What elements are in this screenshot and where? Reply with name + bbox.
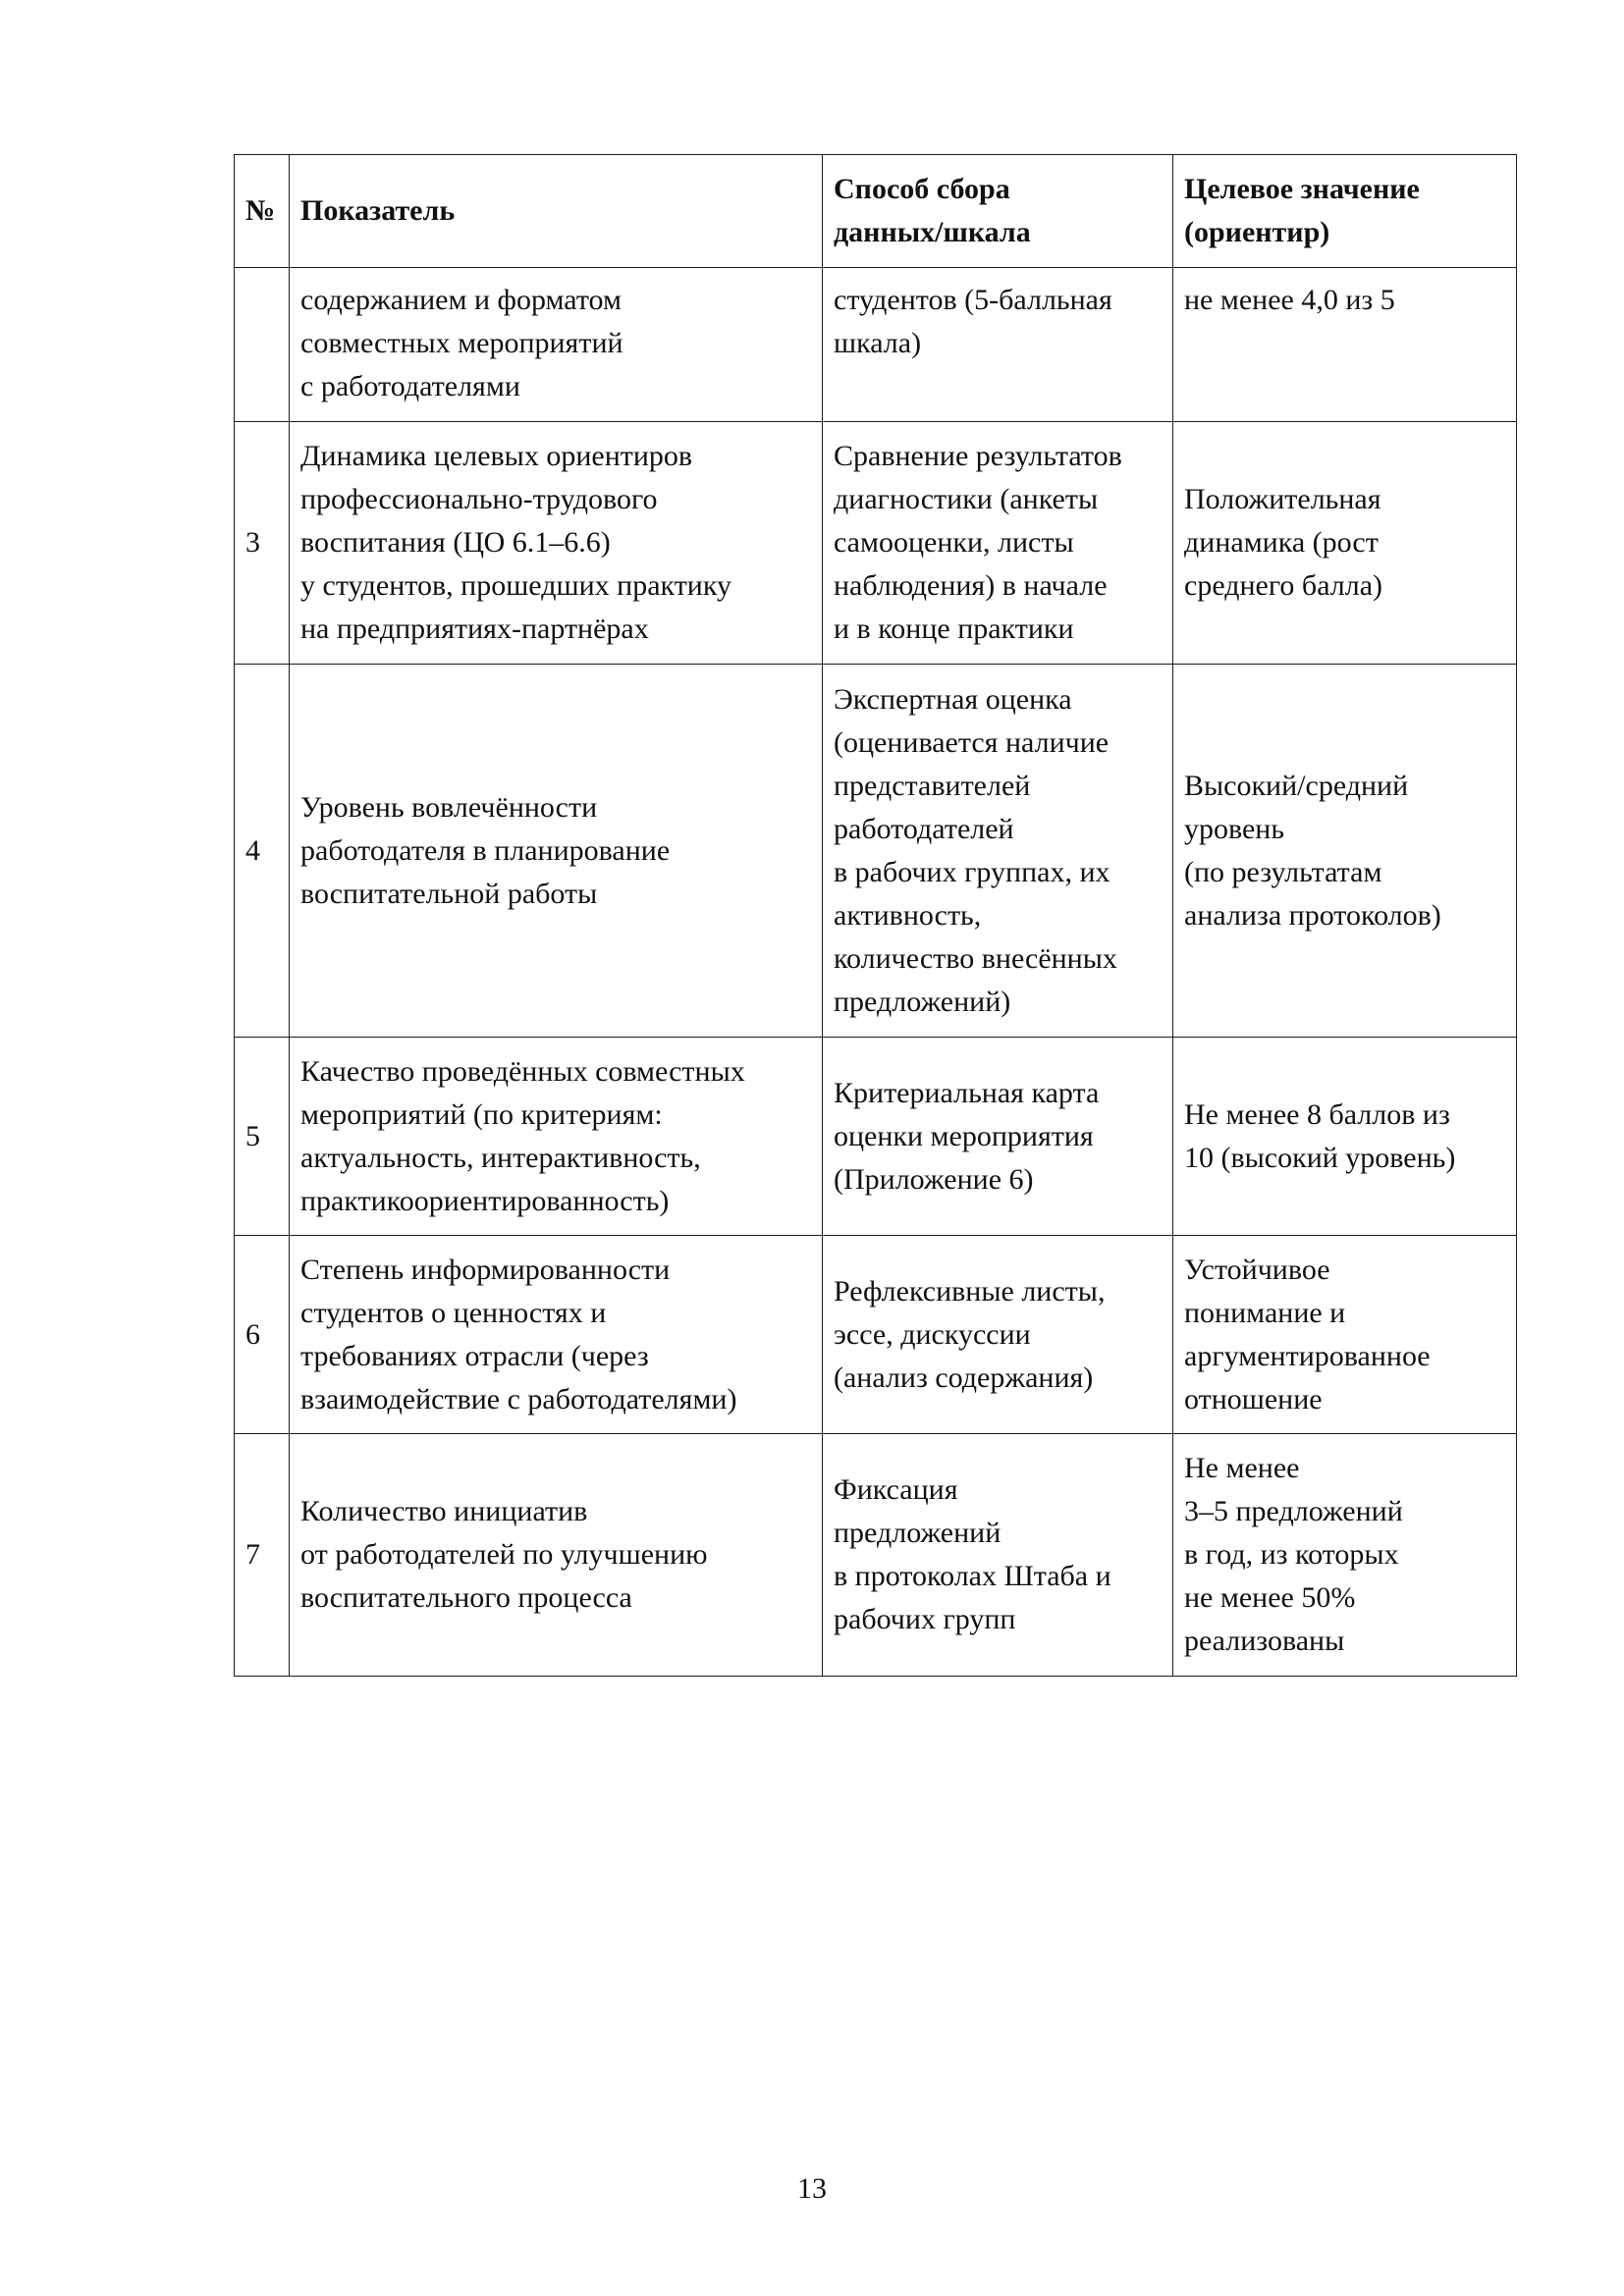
row-number: 7 xyxy=(235,1434,290,1677)
row-target: не менее 4,0 из 5 xyxy=(1173,268,1517,422)
page-number: 13 xyxy=(797,2172,827,2205)
row-method: Экспертная оценка (оценивается наличие представителей работодателей в рабочих группах, их активность, количество внесённых предложений) xyxy=(823,665,1173,1038)
row-target: Положительная динамика (рост среднего балла) xyxy=(1173,422,1517,665)
row-indicator: Динамика целевых ориентиров профессионально-трудового воспитания (ЦО 6.1–6.6) у студентов, прошедших практику на предприятиях-партнёрах xyxy=(290,422,823,665)
row-number xyxy=(235,268,290,422)
row-number: 3 xyxy=(235,422,290,665)
table-row xyxy=(235,422,1517,665)
header-number: № xyxy=(235,155,290,268)
table-row xyxy=(235,1038,1517,1236)
row-number: 4 xyxy=(235,665,290,1038)
header-target: Целевое значение (ориентир) xyxy=(1173,155,1517,268)
row-indicator: Количество инициатив от работодателей по улучшению воспитательного процесса xyxy=(290,1434,823,1677)
row-indicator: Уровень вовлечённости работодателя в планирование воспитательной работы xyxy=(290,665,823,1038)
row-target: Не менее 3–5 предложений в год, из которых не менее 50% реализованы xyxy=(1173,1434,1517,1677)
table-header-row xyxy=(235,155,1517,268)
indicators-table xyxy=(234,154,1517,1677)
row-method: Критериальная карта оценки мероприятия (Приложение 6) xyxy=(823,1038,1173,1236)
row-method: Рефлексивные листы, эссе, дискуссии (анализ содержания) xyxy=(823,1236,1173,1434)
table-row xyxy=(235,1434,1517,1677)
table-row xyxy=(235,665,1517,1038)
row-target: Не менее 8 баллов из 10 (высокий уровень) xyxy=(1173,1038,1517,1236)
header-indicator: Показатель xyxy=(290,155,823,268)
table-row xyxy=(235,268,1517,422)
row-method: Сравнение результатов диагностики (анкеты самооценки, листы наблюдения) в начале и в конце практики xyxy=(823,422,1173,665)
row-indicator: Качество проведённых совместных мероприятий (по критериям: актуальность, интерактивность, практикоориентированность) xyxy=(290,1038,823,1236)
row-method: Фиксация предложений в протоколах Штаба и рабочих групп xyxy=(823,1434,1173,1677)
table-row xyxy=(235,1236,1517,1434)
row-indicator: содержанием и форматом совместных мероприятий с работодателями xyxy=(290,268,823,422)
row-method: студентов (5-балльная шкала) xyxy=(823,268,1173,422)
row-indicator: Степень информированности студентов о ценностях и требованиях отрасли (через взаимодействие с работодателями) xyxy=(290,1236,823,1434)
row-number: 5 xyxy=(235,1038,290,1236)
row-number: 6 xyxy=(235,1236,290,1434)
header-method: Способ сбора данных/шкала xyxy=(823,155,1173,268)
row-target: Устойчивое понимание и аргументированное отношение xyxy=(1173,1236,1517,1434)
row-target: Высокий/средний уровень (по результатам анализа протоколов) xyxy=(1173,665,1517,1038)
